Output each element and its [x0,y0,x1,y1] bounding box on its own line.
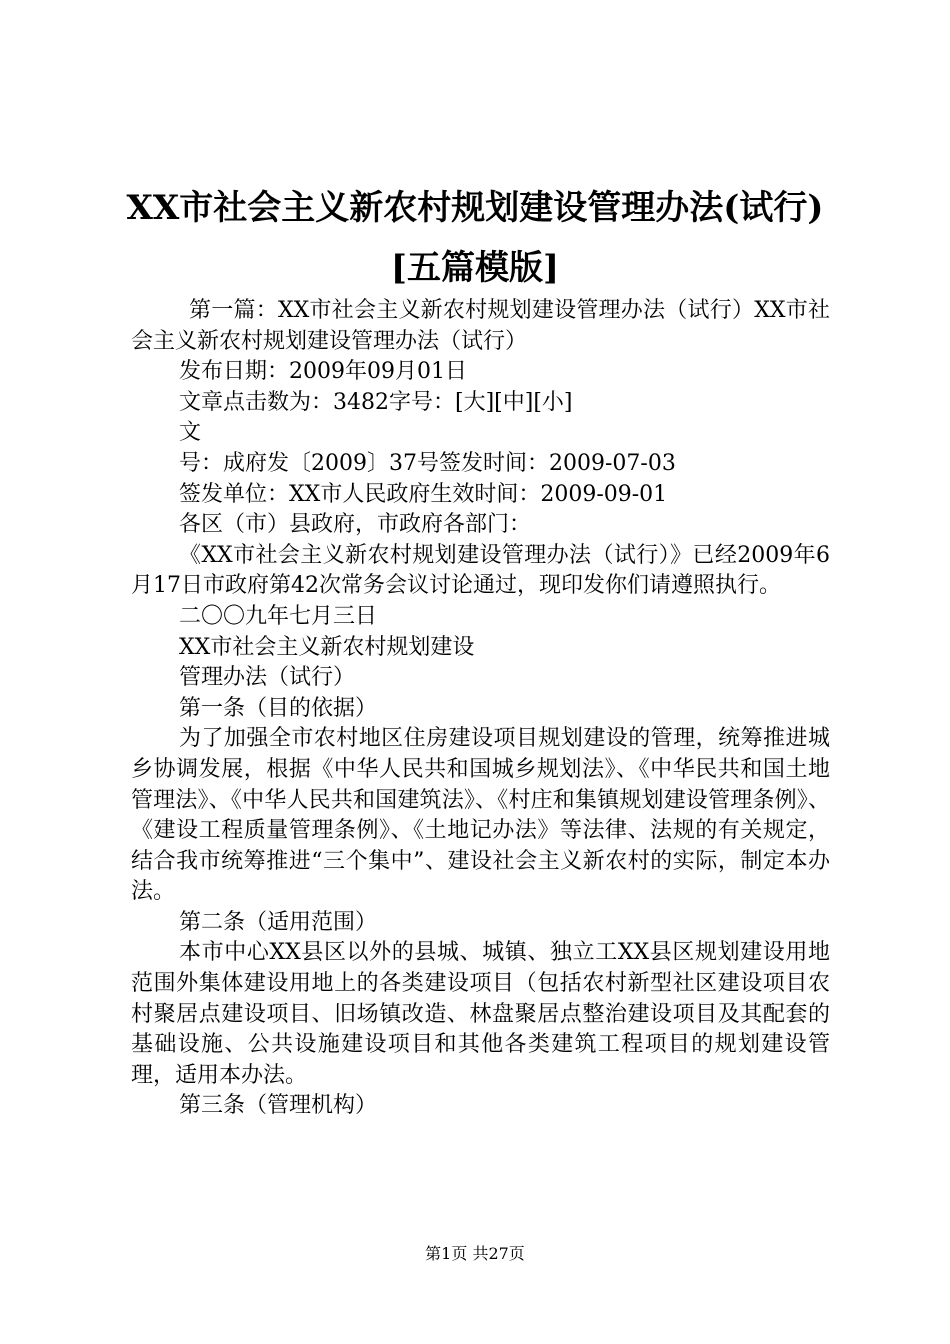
body-paragraph: 二〇〇九年七月三日 [179,603,378,629]
body-paragraph: 《XX市社会主义新农村规划建设管理办法（试行）》已经2009年6月17日市政府第42次常务会议讨论通过，现印发你们请遵照执行。 [131,542,830,599]
body-paragraph: XX市社会主义新农村规划建设 [179,634,475,660]
body-paragraph: 签发单位：XX市人民政府生效时间：2009-09-01 [179,481,668,507]
body-paragraph: 本市中心XX县区以外的县城、城镇、独立工XX县区规划建设用地范围外集体建设用地上的各类建设项目（包括农村新型社区建设项目农村聚居点建设项目、旧场镇改造、林盘聚居点整治建设项目及其配套的基础设施、公共设施建设项目和其他各类建筑工程项目的规划建设管理，适用本办法。 [131,940,830,1088]
body-paragraph: 第二条（适用范围） [179,909,378,935]
body-paragraph: 第三条（管理机构） [179,1093,378,1119]
body-paragraph: 各区（市）县政府，市政府各部门： [179,512,532,538]
body-paragraph: 管理办法（试行） [179,665,356,691]
body-paragraph: 为了加强全市农村地区住房建设项目规划建设的管理，统筹推进城乡协调发展，根据《中华人民共和国城乡规划法》、《中华民共和国土地管理法》、《中华人民共和国建筑法》、《村庄和集镇规划建设管理条例》、《建设工程质量管理条例》、《土地记办法》等法律、法规的有关规定，结合我市统筹推进“三个集中”、建设社会主义新农村的实际，制定本办法。 [131,726,830,905]
body-paragraph: 第一条（目的依据） [179,695,378,721]
body-paragraph: 第一篇：XX市社会主义新农村规划建设管理办法（试行）XX市社会主义新农村规划建设管理办法（试行） [131,298,830,354]
body-paragraph: 号：成府发〔2009〕37号签发时间：2009-07-03 [179,450,676,476]
page-footer: 第1页 共27页 [425,1244,525,1263]
body-paragraph: 文章点击数为：3482字号：[大][中][小] [179,389,573,415]
body-paragraph: 发布日期：2009年09月01日 [179,359,467,385]
body-paragraph: 文 [179,420,202,446]
document-body [131,296,830,1122]
document-title: XX市社会主义新农村规划建设管理办法(试行)[五篇模版] [126,188,824,288]
